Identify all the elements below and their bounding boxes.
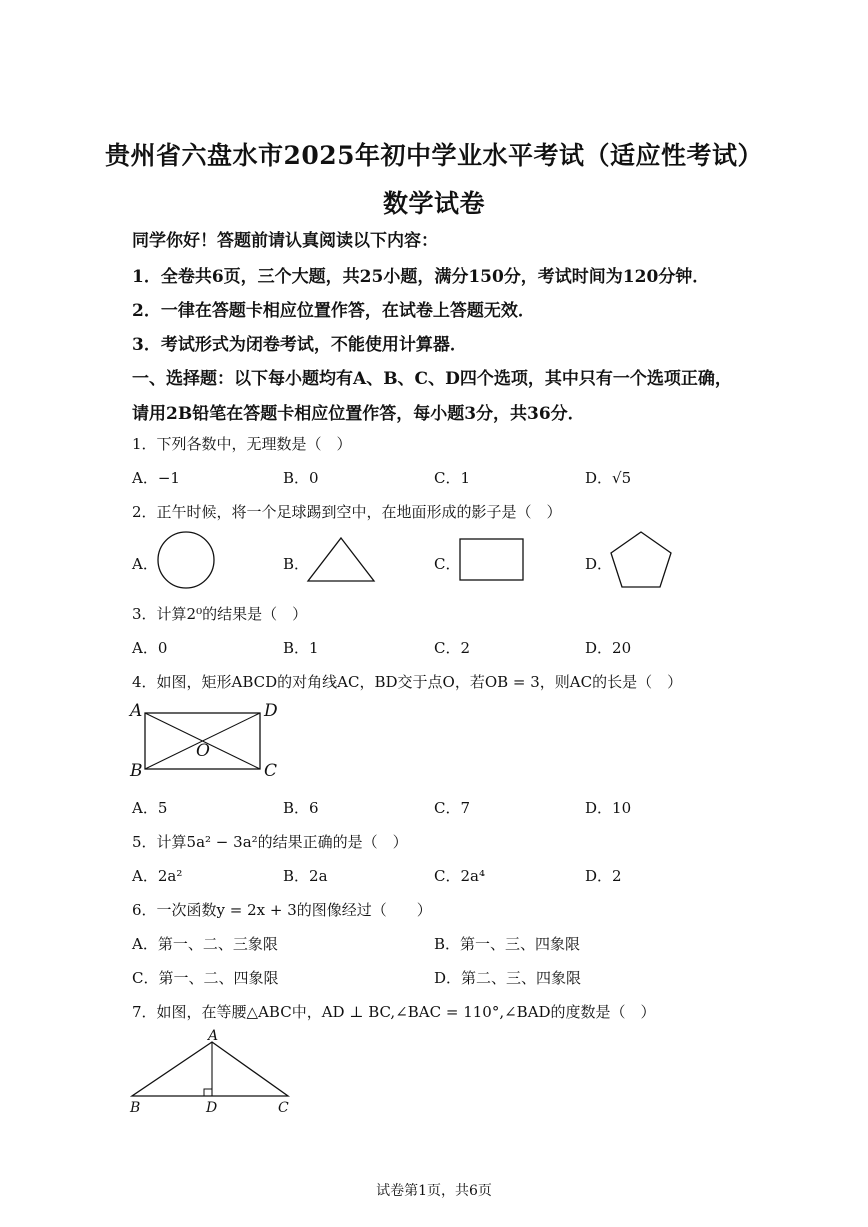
- question-1-stem: 1．下列各数中，无理数是（ ）: [132, 435, 352, 453]
- question-6-option-a: A．第一、二、三象限: [132, 935, 278, 953]
- instruction-item: 1．全卷共6页，三个大题，共25小题，满分150分，考试时间为120分钟．: [132, 267, 710, 287]
- question-2-option-a: A．: [132, 555, 158, 573]
- question-5-option-a: A．2a²: [132, 867, 183, 885]
- question-5-option-c: C．2a⁴: [434, 867, 485, 885]
- section-heading: 一、选择题：以下每小题均有A、B、C、D四个选项，其中只有一个选项正确，: [132, 369, 732, 389]
- vertex-label-c: C: [264, 761, 278, 781]
- point-label-o: O: [196, 741, 210, 761]
- question-2-stem: 2．正午时候，将一个足球踢到空中，在地面形成的影子是（ ）: [132, 503, 562, 521]
- question-6-stem: 6．一次函数y = 2x + 3的图像经过（ ）: [132, 901, 432, 919]
- question-1-option-a: A．−1: [132, 469, 180, 487]
- instructions-greeting: 同学你好！答题前请认真阅读以下内容：: [132, 231, 438, 251]
- question-3-option-a: A．0: [132, 639, 168, 657]
- section-heading: 请用2B铅笔在答题卡相应位置作答，每小题3分，共36分．: [132, 404, 585, 424]
- question-4-option-b: B．6: [283, 799, 319, 817]
- question-3-option-d: D．20: [585, 639, 632, 657]
- vertex-label-b: B: [130, 761, 143, 781]
- question-6-option-d: D．第二、三、四象限: [434, 969, 582, 987]
- question-4-stem: 4．如图，矩形ABCD的对角线AC，BD交于点O，若OB = 3，则AC的长是（ ）: [132, 673, 683, 691]
- exam-title: 贵州省六盘水市2025年初中学业水平考试（适应性考试）: [104, 141, 764, 170]
- question-1-option-c: C．1: [434, 469, 471, 487]
- vertex-label-a: A: [208, 1028, 219, 1044]
- question-2-option-c: C．: [434, 555, 461, 573]
- question-3-option-c: C．2: [434, 639, 471, 657]
- triangle-figure: [306, 536, 376, 584]
- question-6-option-c: C．第一、二、四象限: [132, 969, 279, 987]
- isosceles-triangle-figure: [128, 1028, 298, 1118]
- question-4-option-d: D．10: [585, 799, 632, 817]
- question-2-option-b: B．: [283, 555, 310, 573]
- question-5-option-d: D．2: [585, 867, 622, 885]
- rectangle-figure: [459, 538, 525, 582]
- question-7-stem: 7．如图，在等腰△ABC中，AD ⊥ BC,∠BAC = 110°,∠BAD的度数是（ ）: [132, 1003, 656, 1021]
- instruction-item: 3．考试形式为闭卷考试，不能使用计算器．: [132, 335, 467, 355]
- pentagon-figure: [609, 530, 673, 590]
- question-5-stem: 5．计算5a² − 3a²的结果正确的是（ ）: [132, 833, 408, 851]
- question-5-option-b: B．2a: [283, 867, 328, 885]
- foot-label-d: D: [206, 1100, 218, 1116]
- instruction-item: 2．一律在答题卡相应位置作答，在试卷上答题无效．: [132, 301, 535, 321]
- question-4-option-c: C．7: [434, 799, 471, 817]
- vertex-label-d: D: [264, 701, 278, 721]
- question-4-option-a: A．5: [132, 799, 168, 817]
- circle-figure: [156, 531, 218, 589]
- question-1-option-b: B．0: [283, 469, 319, 487]
- question-3-option-b: B．1: [283, 639, 319, 657]
- question-3-stem: 3．计算2⁰的结果是（ ）: [132, 605, 308, 623]
- vertex-label-c: C: [278, 1100, 289, 1116]
- vertex-label-b: B: [130, 1100, 141, 1116]
- question-6-option-b: B．第一、三、四象限: [434, 935, 581, 953]
- page-footer: 试卷第1页，共6页: [376, 1183, 492, 1199]
- vertex-label-a: A: [130, 701, 143, 721]
- question-1-option-d: D．√5: [585, 469, 632, 487]
- exam-subtitle: 数学试卷: [382, 189, 485, 218]
- rectangle-diagonals-figure: [128, 700, 288, 785]
- question-2-option-d: D．: [585, 555, 613, 573]
